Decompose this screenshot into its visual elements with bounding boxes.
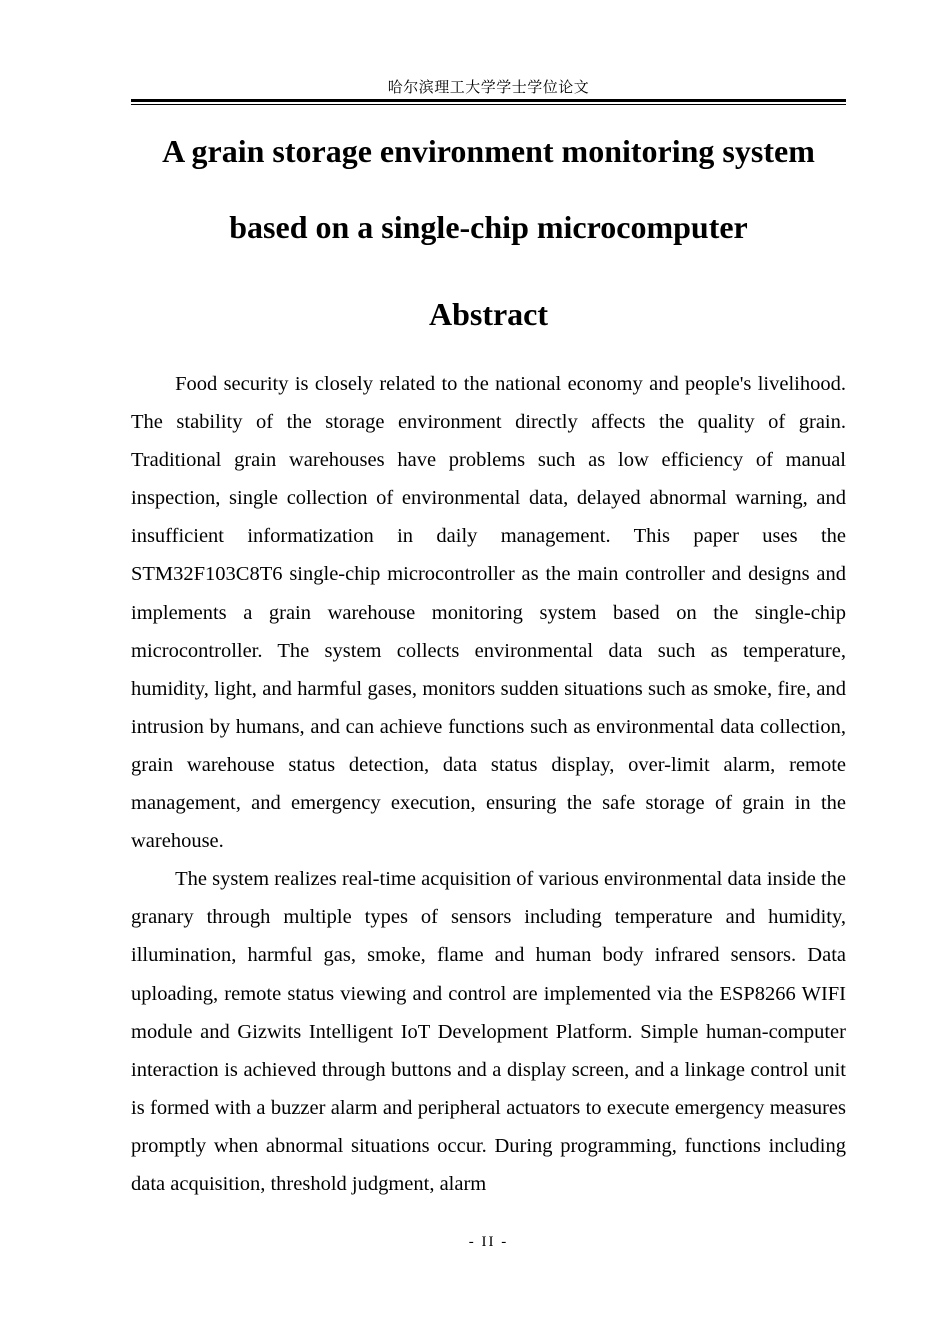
abstract-paragraph-1: Food security is closely related to the national economy and people's livelihood. The stability of the storage environment directly affects the quality of grain. Traditional grain warehouses have problems such as low efficiency of manual inspection, single collection of environmental data, delayed abnormal warning, and insufficient informatization in daily management. This paper uses the STM32F103C8T6 single-chip microcontroller as the main controller and designs and implements a grain warehouse monitoring system based on the single-chip microcontroller. The system collects environmental data such as temperature, humidity, light, and harmful gases, monitors sudden situations such as smoke, fire, and intrusion by humans, and can achieve functions such as environmental data collection, grain warehouse status detection, data status display, over-limit alarm, remote management, and emergency execution, ensuring the safe storage of grain in the warehouse. (131, 373, 846, 853)
paper-title-line-1: A grain storage environment monitoring system (162, 133, 815, 169)
header-rule-thin (131, 104, 846, 105)
abstract-body (131, 365, 846, 1203)
abstract-paragraph-2: The system realizes real-time acquisition of various environmental data inside the granary through multiple types of sensors including temperature and humidity, illumination, harmful gas, smoke, flame and human body infrared sensors. Data uploading, remote status viewing and control are implemented via the ESP8266 WIFI module and Gizwits Intelligent IoT Development Platform. Simple human-computer interaction is achieved through buttons and a display screen, and a linkage control unit is formed with a buzzer alarm and peripheral actuators to execute emergency measures promptly when abnormal situations occur. During programming, functions including data acquisition, threshold judgment, alarm (131, 868, 846, 1195)
paper-title-line-2: based on a single-chip microcomputer (229, 209, 748, 245)
abstract-heading: Abstract (428, 296, 549, 332)
header-rule-thick (131, 99, 846, 102)
page-number: - II - (468, 1234, 509, 1250)
running-header: 哈尔滨理工大学学士学位论文 (387, 80, 590, 96)
